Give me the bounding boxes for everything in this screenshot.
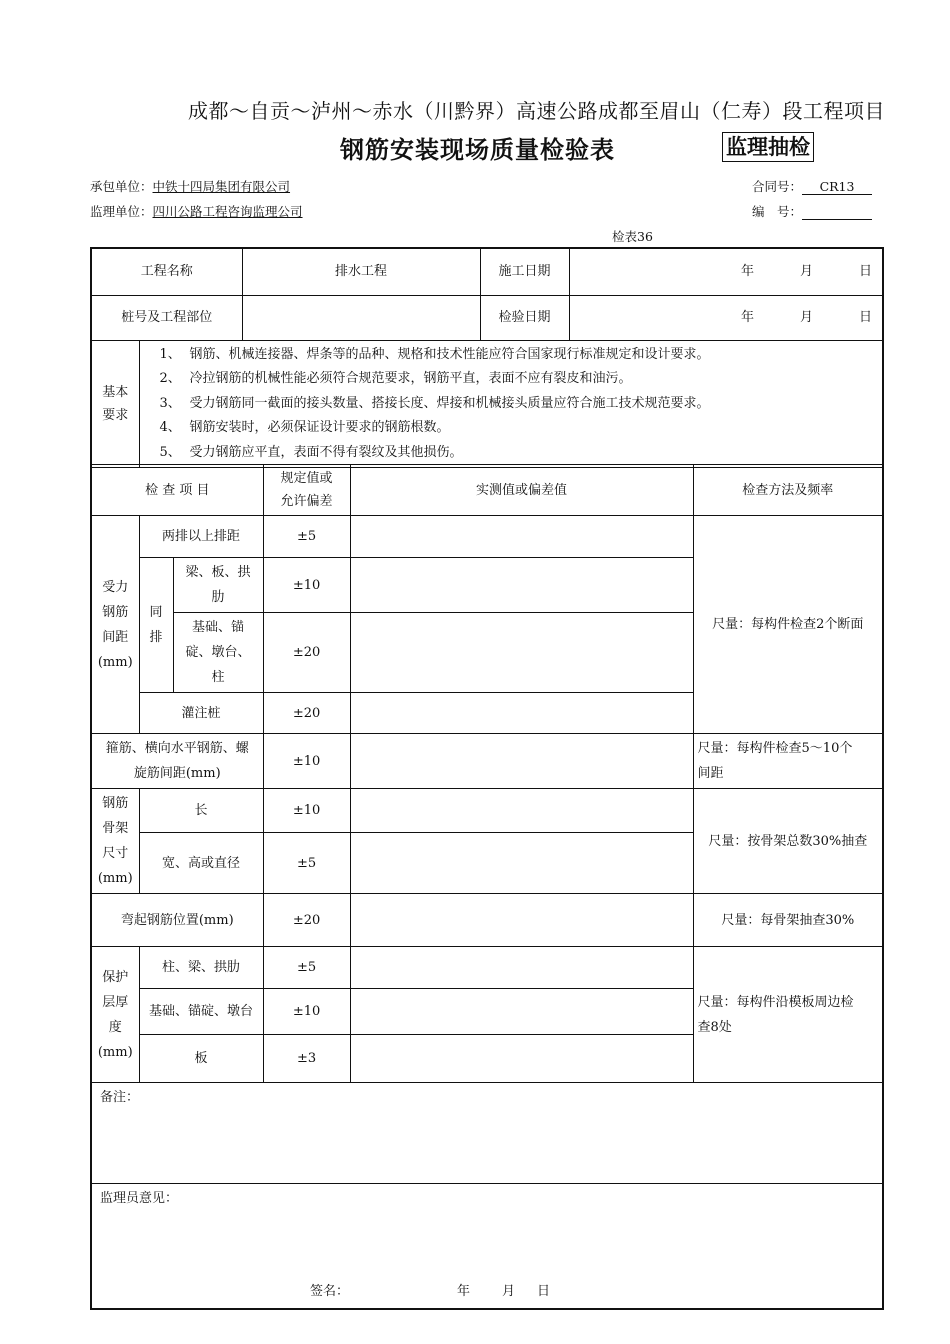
foundation-spacing-label: 基础、锚 碇、墩台、 柱 xyxy=(173,613,263,693)
stirrup-row xyxy=(91,734,883,789)
spacing-method: 尺量：每构件检查2个断面 xyxy=(693,516,883,734)
cage-length-row xyxy=(91,789,883,833)
inspection-month: 月 xyxy=(800,310,814,325)
cover-group-label: 保护 层厚 度 (mm) xyxy=(91,947,139,1083)
form-number: 检表36 xyxy=(612,229,653,244)
bent-bar-tol: ±20 xyxy=(263,894,350,947)
measured-cell[interactable] xyxy=(350,1035,693,1083)
project-name-label: 工程名称 xyxy=(91,248,242,295)
cover-method: 尺量：每构件沿模板周边检 查8处 xyxy=(693,947,883,1083)
remarks-label: 备注： xyxy=(100,1090,140,1105)
requirement-item: 2、 冷拉钢筋的机械性能必须符合规范要求，钢筋平直，表面不应有裂皮和油污。 xyxy=(159,371,632,386)
contractor-value: 中铁十四局集团有限公司 xyxy=(152,179,291,194)
signature-label: 签名： xyxy=(310,1283,350,1299)
signature-line xyxy=(310,1279,550,1304)
construction-year: 年 xyxy=(741,264,755,280)
bent-bar-label: 弯起钢筋位置(mm) xyxy=(91,894,263,947)
cage-method: 尺量：按骨架总数30%抽查 xyxy=(693,789,883,894)
bent-bar-row xyxy=(91,894,883,947)
contractor-line xyxy=(90,177,290,195)
serial-line xyxy=(752,202,872,220)
opinion-label: 监理员意见： xyxy=(100,1191,179,1206)
stirrup-method: 尺量：每构件检查5～10个 间距 xyxy=(693,734,883,789)
remarks-row xyxy=(91,1083,883,1184)
station-label: 桩号及工程部位 xyxy=(91,295,242,340)
construction-day: 日 xyxy=(859,264,873,280)
measured-cell[interactable] xyxy=(350,894,693,947)
supervisor-value: 四川公路工程咨询监理公司 xyxy=(152,204,303,219)
contractor-label: 承包单位： xyxy=(90,179,153,194)
spec-header: 规定值或 允许偏差 xyxy=(263,465,350,516)
measured-cell[interactable] xyxy=(350,789,693,833)
supervisor-line xyxy=(90,202,303,220)
items-header-row xyxy=(91,465,883,516)
cage-width-tol: ±5 xyxy=(263,833,350,894)
cover-foundation-label: 基础、锚碇、墩台 xyxy=(139,989,263,1035)
requirement-item: 5、 受力钢筋应平直，表面不得有裂纹及其他损伤。 xyxy=(159,444,463,460)
bent-bar-method: 尺量：每骨架抽查30% xyxy=(693,894,883,947)
measured-header: 实测值或偏差值 xyxy=(350,465,693,516)
requirements-label-2: 要求 xyxy=(102,407,129,423)
pile-spacing-tol: ±20 xyxy=(263,693,350,734)
inspection-day: 日 xyxy=(859,310,873,325)
sign-day: 日 xyxy=(537,1283,551,1299)
foundation-spacing-tol: ±20 xyxy=(263,613,350,693)
form-title: 钢筋安装现场质量检验表 xyxy=(340,135,615,164)
opinion-row xyxy=(91,1184,883,1309)
pile-spacing-label: 灌注桩 xyxy=(139,693,263,734)
project-name-row xyxy=(91,248,883,295)
cover-column-row xyxy=(91,947,883,989)
station-row xyxy=(91,295,883,340)
stirrup-label: 箍筋、横向水平钢筋、螺 旋筋间距(mm) xyxy=(91,734,263,789)
requirement-item: 1、 钢筋、机械连接器、焊条等的品种、规格和技术性能应符合国家现行标准规定和设计要求。 xyxy=(159,346,710,362)
measured-cell[interactable] xyxy=(350,613,693,693)
sign-month: 月 xyxy=(502,1283,516,1299)
measured-cell[interactable] xyxy=(350,833,693,894)
cover-column-label: 柱、梁、拱肋 xyxy=(139,947,263,989)
measured-cell[interactable] xyxy=(350,693,693,734)
inspection-year: 年 xyxy=(741,310,755,325)
cage-width-label: 宽、高或直径 xyxy=(139,833,263,894)
contract-no-label: 合同号： xyxy=(752,179,803,194)
stirrup-tol: ±10 xyxy=(263,734,350,789)
requirements-row xyxy=(91,340,883,468)
opinion-field[interactable] xyxy=(91,1184,883,1309)
item-header: 检 查 项 目 xyxy=(91,465,263,516)
cover-foundation-tol: ±10 xyxy=(263,989,350,1035)
cover-slab-label: 板 xyxy=(139,1035,263,1083)
requirement-item: 4、 钢筋安装时，必须保证设计要求的钢筋根数。 xyxy=(159,420,450,435)
beam-spacing-tol: ±10 xyxy=(263,558,350,613)
requirements-list xyxy=(139,340,883,468)
construction-date-value xyxy=(569,248,883,295)
sign-year: 年 xyxy=(457,1283,471,1299)
construction-date-label: 施工日期 xyxy=(480,248,569,295)
cover-slab-tol: ±3 xyxy=(263,1035,350,1083)
same-row-label: 同 排 xyxy=(139,558,173,693)
cage-group-label: 钢筋 骨架 尺寸 (mm) xyxy=(91,789,139,894)
inspection-items-table xyxy=(90,464,884,1310)
spacing-group-label: 受力 钢筋 间距 (mm) xyxy=(91,516,139,734)
remarks-field[interactable] xyxy=(91,1083,883,1184)
contract-no-line xyxy=(752,177,872,195)
measured-cell[interactable] xyxy=(350,558,693,613)
contract-no-value: CR13 xyxy=(802,179,872,195)
spacing-multi-row xyxy=(91,516,883,558)
station-value xyxy=(242,295,480,340)
measured-cell[interactable] xyxy=(350,989,693,1035)
beam-spacing-label: 梁、板、拱 肋 xyxy=(173,558,263,613)
supervisor-label: 监理单位： xyxy=(90,204,153,219)
construction-month: 月 xyxy=(800,264,814,280)
cage-length-tol: ±10 xyxy=(263,789,350,833)
project-title: 成都～自贡～泸州～赤水（川黔界）高速公路成都至眉山（仁寿）段工程项目 xyxy=(188,99,885,123)
cover-column-tol: ±5 xyxy=(263,947,350,989)
project-name-value: 排水工程 xyxy=(242,248,480,295)
method-header: 检查方法及频率 xyxy=(693,465,883,516)
multi-row-spacing-tol: ±5 xyxy=(263,516,350,558)
measured-cell[interactable] xyxy=(350,516,693,558)
inspection-date-value xyxy=(569,295,883,340)
supervision-stamp: 监理抽检 xyxy=(722,132,814,162)
serial-value xyxy=(802,204,872,220)
requirements-label xyxy=(91,340,139,468)
measured-cell[interactable] xyxy=(350,947,693,989)
inspection-date-label: 检验日期 xyxy=(480,295,569,340)
serial-label: 编 号： xyxy=(752,204,803,219)
measured-cell[interactable] xyxy=(350,734,693,789)
inspection-table xyxy=(90,247,884,468)
multi-row-spacing-label: 两排以上排距 xyxy=(139,516,263,558)
requirement-item: 3、 受力钢筋同一截面的接头数量、搭接长度、焊接和机械接头质量应符合施工技术规范要求。 xyxy=(159,395,710,411)
requirements-label-1: 基本 xyxy=(102,384,129,400)
cage-length-label: 长 xyxy=(139,789,263,833)
